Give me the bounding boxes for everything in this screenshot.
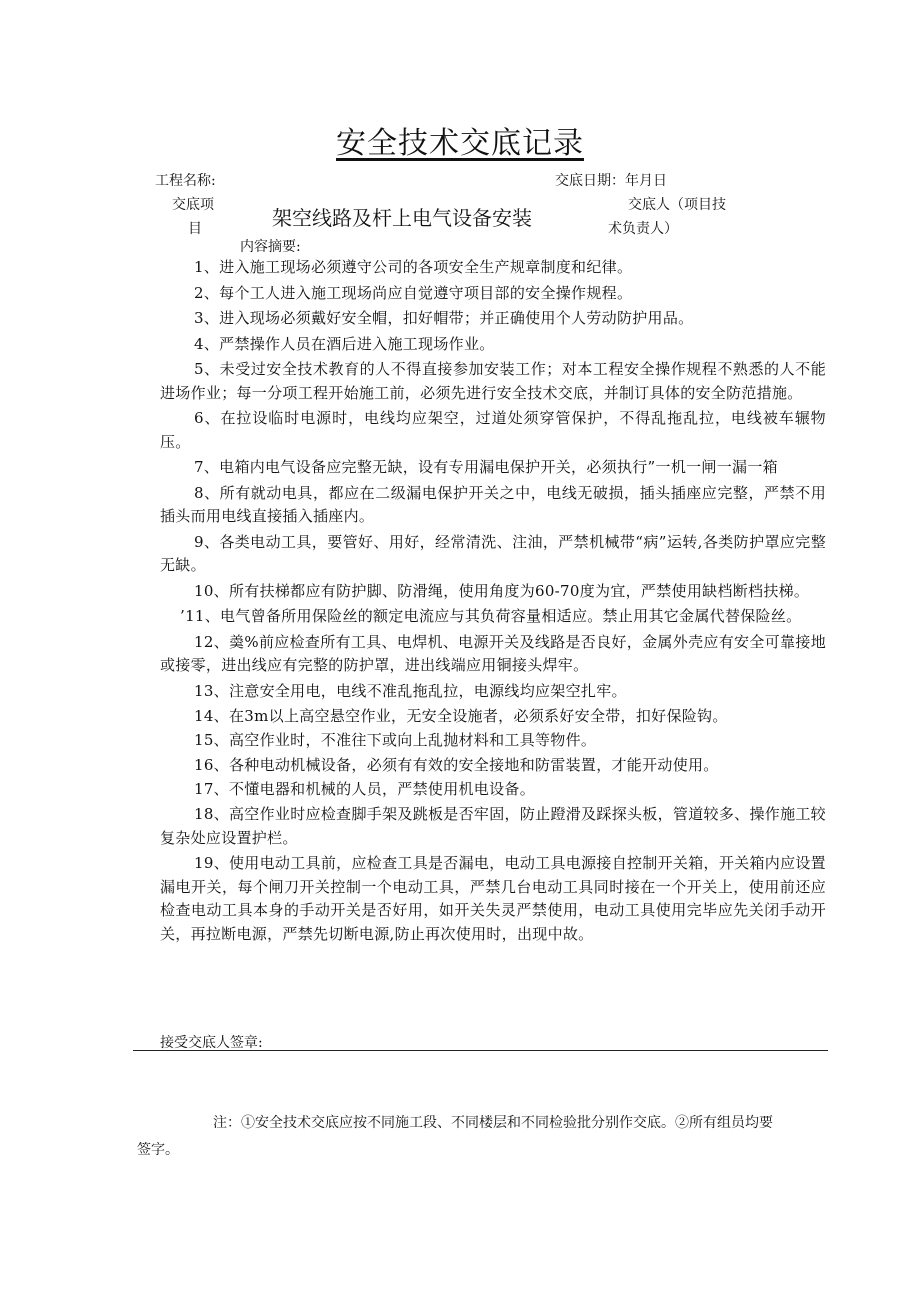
project-name-label: 工程名称: [155,173,216,189]
paragraph-9: 9、各类电动工具，要管好、用好，经常清洗、注油，严禁机械带“病”运转,各类防护罩应完整无缺。 [160,532,826,574]
paragraph-11: ’11、电气曾备所用保险丝的额定电流应与其负荷容量相适应。禁止用其它金属代替保险丝。 [180,607,802,625]
paragraph-2: 2、每个工人进入施工现场尚应自觉遵守项目部的安全操作规程。 [194,283,633,302]
signature-divider [133,1050,828,1051]
paragraph-7: 7、电箱内电气设备应完整无缺，设有专用漏电保护开关，必须执行”一机一闸一漏一箱 [194,458,778,476]
item-label-line2: 目 [188,221,202,237]
sign-label: 接受交底人签章: [160,1035,263,1051]
project-value: 架空线路及杆上电气设备安装 [272,206,532,230]
paragraph-12: 12、羮%前应检查所有工具、电焊机、电源开关及线路是否良好，金属外壳应有安全可靠接地或接零，进出线应有完整的防护罩，进出线端应用铜接头焊牢。 [160,632,826,674]
content-body [160,256,826,946]
paragraph-19: 19、使用电动工具前，应检查工具是否漏电，电动工具电源接自控制开关箱，开关箱内应设置漏电开关，每个闸刀开关控制一个电动工具，严禁几台电动工具同时接在一个开关上，使用前还应检查电动工具本身的手动开关是否好用，如开关失灵严禁使用，电动工具使用完毕应先关闭手动开关，再拉断电源，严禁先切断电源,防止再次使用时，出现中故。 [160,854,826,943]
summary-label: 内容摘要: [240,239,301,255]
paragraph-6: 6、在拉设临时电源时，电线均应架空，过道处须穿管保护，不得乱拖乱拉，电线被车辗物压。 [160,409,826,451]
paragraph-18: 18、高空作业时应检查脚手架及跳板是否牢固，防止蹬滑及踩探头板，管道较多、操作施工较复杂处应设置护栏。 [160,805,826,847]
paragraph-13: 13、注意安全用电，电线不准乱拖乱拉，电源线均应架空扎牢。 [194,681,627,700]
date-label: 交底日期：年月日 [555,173,667,189]
paragraph-4: 4、严禁操作人员在酒后进入施工现场作业。 [194,334,495,353]
paragraph-15: 15、高空作业时，不准往下或向上乱抛材料和工具等物件。 [194,730,597,749]
paragraph-10: 10、所有扶梯都应有防护脚、防滑绳，使用角度为60-70度为宜，严禁使用缺档断档扶梯。 [194,581,810,600]
paragraph-17: 17、不懂电器和机械的人员，严禁使用机电设备。 [194,779,535,798]
paragraph-14: 14、在3m以上高空悬空作业，无安全设施者，必须系好安全带，扣好保险钩。 [194,707,728,725]
page-title: 安全技术交底记录 [336,126,584,161]
presenter-label-line1: 交底人（项目技 [628,197,726,213]
footnote: 注：①安全技术交底应按不同施工段、不同楼层和不同检验批分别作交底。②所有组员均要签字。 [137,1115,773,1158]
presenter-label-line2: 术负责人） [608,221,678,237]
paragraph-1: 1、进入施工现场必须遵守公司的各项安全生产规章制度和纪律。 [194,258,633,276]
paragraph-5: 5、未受过安全技术教育的人不得直接参加安装工作；对本工程安全操作规程不熟悉的人不能进场作业；每一分项工程开始施工前，必须先进行安全技术交底，并制订具体的安全防范措施。 [160,360,826,402]
paragraph-16: 16、各种电动机械设备，必须有有效的安全接地和防雷装置，才能开动使用。 [194,756,719,774]
item-label-line1: 交底项 [172,197,214,213]
paragraph-8: 8、所有就动电具，都应在二级漏电保护开关之中，电线无破损，插头插座应完整，严禁不用插头而用电线直接插入插座内。 [160,483,826,525]
paragraph-3: 3、进入现场必须戴好安全帽，扣好帽带；并正确使用个人劳动防护用品。 [194,309,694,327]
